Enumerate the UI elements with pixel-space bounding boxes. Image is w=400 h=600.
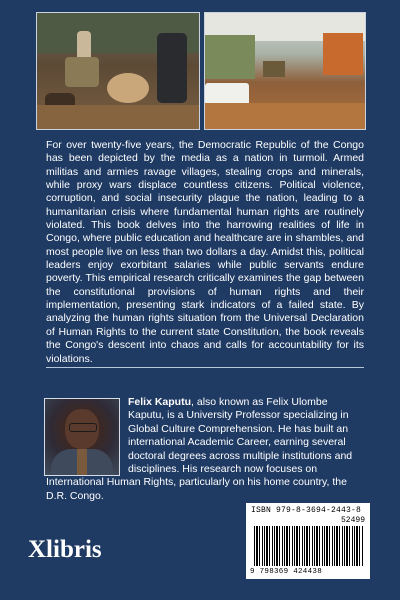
barcode-digits: 9 798369 424438: [250, 568, 323, 576]
barcode-bars: [254, 526, 364, 566]
author-bio: [46, 396, 366, 503]
author-name: Felix Kaputu: [128, 396, 192, 408]
photo-trucks-on-road: [204, 12, 366, 130]
publisher-logo: Xlibris: [28, 536, 102, 563]
isbn-text: ISBN 979-8-3694-2443-8: [251, 506, 362, 515]
isbn-barcode: [246, 503, 370, 579]
author-bio-text: , also known as Felix Ulombe Kaputu, is a University Professor specializing in Global Culture Comprehension. He has built an international Academic Career, earning several doctoral degrees across multiple institutions and disciplines. His research now focuses on International Human Rights, particularly on his home country, the D.R. Congo.: [46, 396, 353, 502]
section-divider: [46, 367, 364, 368]
price-code: 52499: [340, 516, 365, 525]
photo-miners: [36, 12, 200, 130]
book-summary: For over twenty-five years, the Democratic Republic of the Congo has been depicted by the media as a nation in turmoil. Armed militias and armies ravage villages, stealing crops and minerals, while proxy wars displace countless citizens. Political violence, corruption, and social insecurity plague the nation, leading to a humanitarian crisis where fundamental human rights are routinely violated. This book delves into the harrowing realities of life in Congo, where public education and healthcare are in shambles, and most people live on less than two dollars a day. Amidst this, political leaders enjoy exorbitant salaries while public servants endure poverty. This empirical research critically examines the gap between the constitutional provisions of human rights and their implementation, presenting stark indicators of a failed state. By analyzing the human rights situation from the Universal Declaration of Human Rights to the current state Constitution, the book reveals the Congo's descent into chaos and calls for accountability for its violations.: [46, 139, 364, 365]
